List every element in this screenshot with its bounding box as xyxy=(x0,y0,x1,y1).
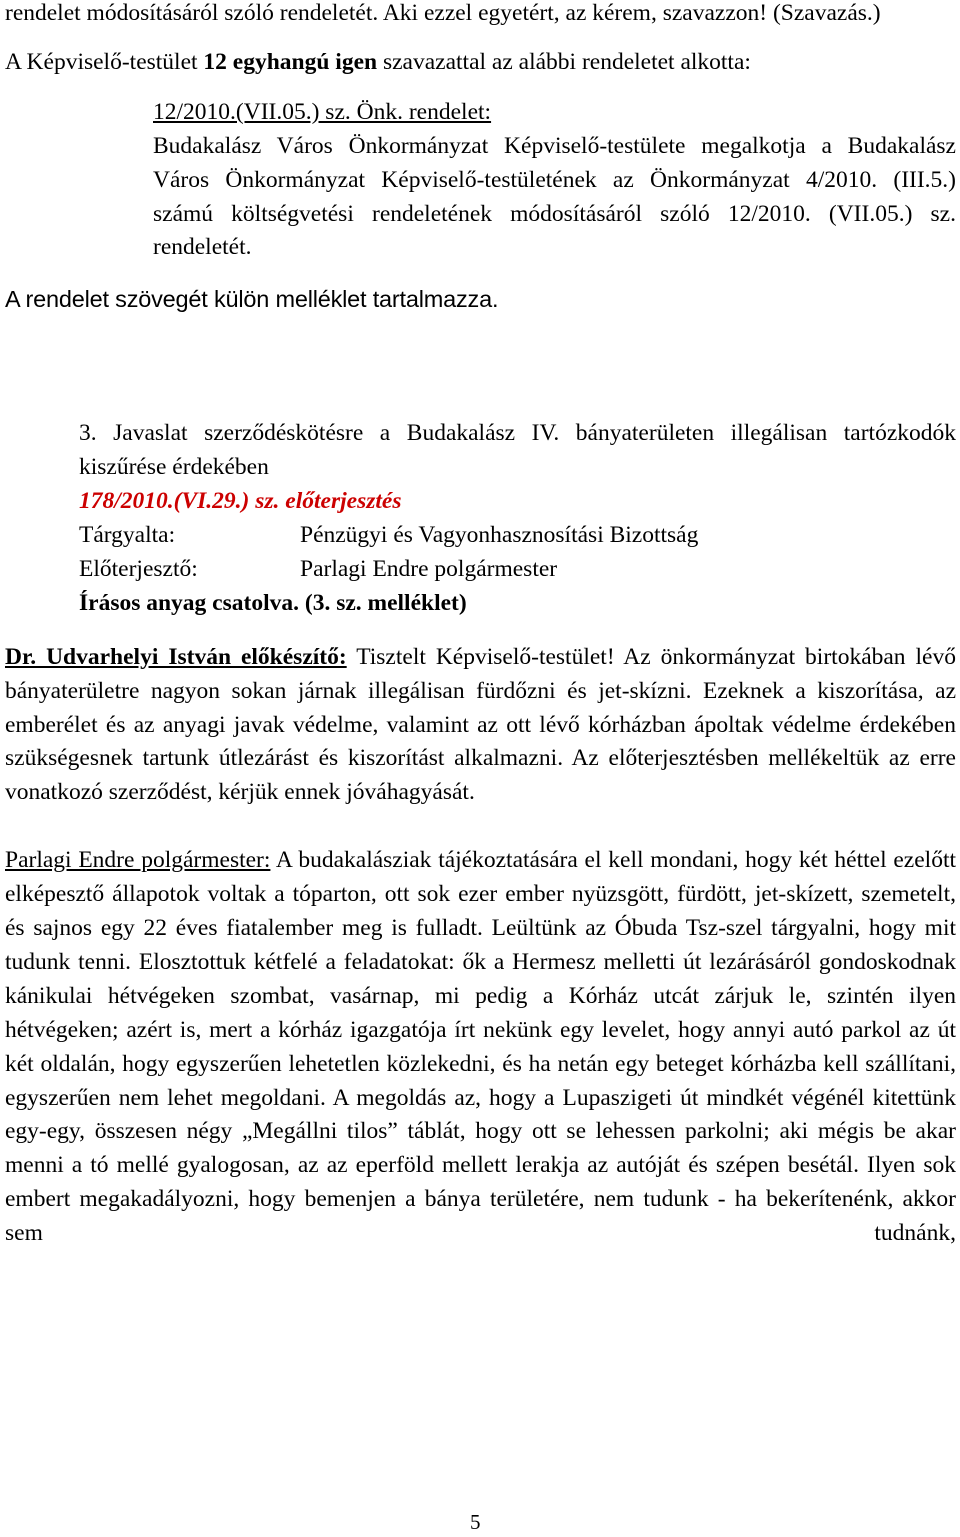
speaker-name: Dr. Udvarhelyi István előkészítő: xyxy=(5,643,347,670)
speech-text: Tisztelt Képviselő-testület! Az önkormányzat birtokában lévő bányaterületre nagyon sokan járnak illegálisan fürdőzni és jet-skízni. Ezeknek a kiszorítása, az emberélet és az anyagi javak védelme, valamint az ott lévő kórházban ápoltak védelme érdekében szükségesnek tartunk útlezárást és kiszorítást alkalmazni. Az előterjesztésben mellékeltük az erre vonatkozó szerződést, kérjük ennek jóváhagyását. xyxy=(5,643,956,806)
attachment-note: A rendelet szövegét külön melléklet tartalmazza. xyxy=(5,286,499,313)
vote-suffix: szavazattal az alábbi rendeletet alkotta: xyxy=(377,48,751,75)
speech-udvarhelyi xyxy=(5,641,956,811)
discussed-row xyxy=(79,519,956,553)
discussed-value: Pénzügyi és Vagyonhasznosítási Bizottság xyxy=(300,521,699,548)
page-number: 5 xyxy=(470,1510,481,1534)
document-page xyxy=(5,0,956,1251)
agenda-item xyxy=(79,417,956,620)
decree-text: Budakalász Város Önkormányzat Képviselő-testülete megalkotja a Budakalász Város Önkormányzat Képviselő-testületének az Önkormányzat 4/2010. (III.5.) számú költségvetési rendeletének módosításáról szóló 12/2010. (VII.05.) sz. rendeletét. xyxy=(153,132,956,261)
vote-count: 12 egyhangú igen xyxy=(203,48,378,75)
intro-paragraph xyxy=(5,0,956,31)
speaker-name: Parlagi Endre polgármester: xyxy=(5,847,271,874)
decree-number: 12/2010.(VII.05.) sz. Önk. rendelet: xyxy=(153,98,492,125)
vote-prefix: A Képviselő-testület xyxy=(5,48,204,75)
proposal-number: 178/2010.(VI.29.) sz. előterjesztés xyxy=(79,488,402,515)
discussed-label: Tárgyalta: xyxy=(79,521,176,548)
vote-result xyxy=(5,46,956,80)
presenter-row xyxy=(79,553,956,587)
attached-note: Írásos anyag csatolva. (3. sz. melléklet) xyxy=(79,589,467,616)
speech-parlagi xyxy=(5,844,956,1251)
intro-text: rendelet módosításáról szóló rendeletét. Aki ezzel egyetért, az kérem, szavazzon! (Szavazás.) xyxy=(5,0,881,26)
presenter-label: Előterjesztő: xyxy=(79,555,198,582)
decree-block xyxy=(153,96,956,266)
presenter-value: Parlagi Endre polgármester xyxy=(300,555,558,582)
speech-text: A budakalásziak tájékoztatására el kell mondani, hogy két héttel ezelőtt elképesztő állapotok voltak a tóparton, ott sok ezer ember nyüzsgött, fürdött, jet-skízett, szemetelt, és sajnos egy 22 éves fiatalember meg is fulladt. Leültünk az Óbuda Tsz-szel tárgyalni, hogy mit tudunk tenni. Elosztottuk kétfelé a feladatokat: ők a Hermesz melletti út lezárásáról gondoskodnak kánikulai hétvégeken szombat, vasárnap, mi pedig a Kórház utcát zárjuk le, szintén ilyen hétvégeken; azért is, mert a kórház igazgatója írt nekünk egy levelet, hogy annyi autó parkol az út két oldalán, hogy egyszerűen lehetetlen közlekedni, és ha netán egy beteget kórházba kell szállítani, egyszerűen nem lehet megoldani. A megoldás az, hogy a Lupaszigeti út mindkét végénél kitettünk egy-egy, összesen négy „Megállni tilos” táblát, hogy ott se lehessen parkolni; aki mégis be akar menni a tó mellé gyalogosan, az az eperföld mellett lerakja az autóját és szépen besétál. Ilyen sok embert megakadályozni, hogy bemenjen a bánya területére, nem tudunk - ha bekerítenénk, akkor sem tudnánk, xyxy=(5,847,956,1247)
agenda-title: 3. Javaslat szerződéskötésre a Budakalász IV. bányaterületen illegálisan tartózkodók kiszűrése érdekében xyxy=(79,420,956,481)
